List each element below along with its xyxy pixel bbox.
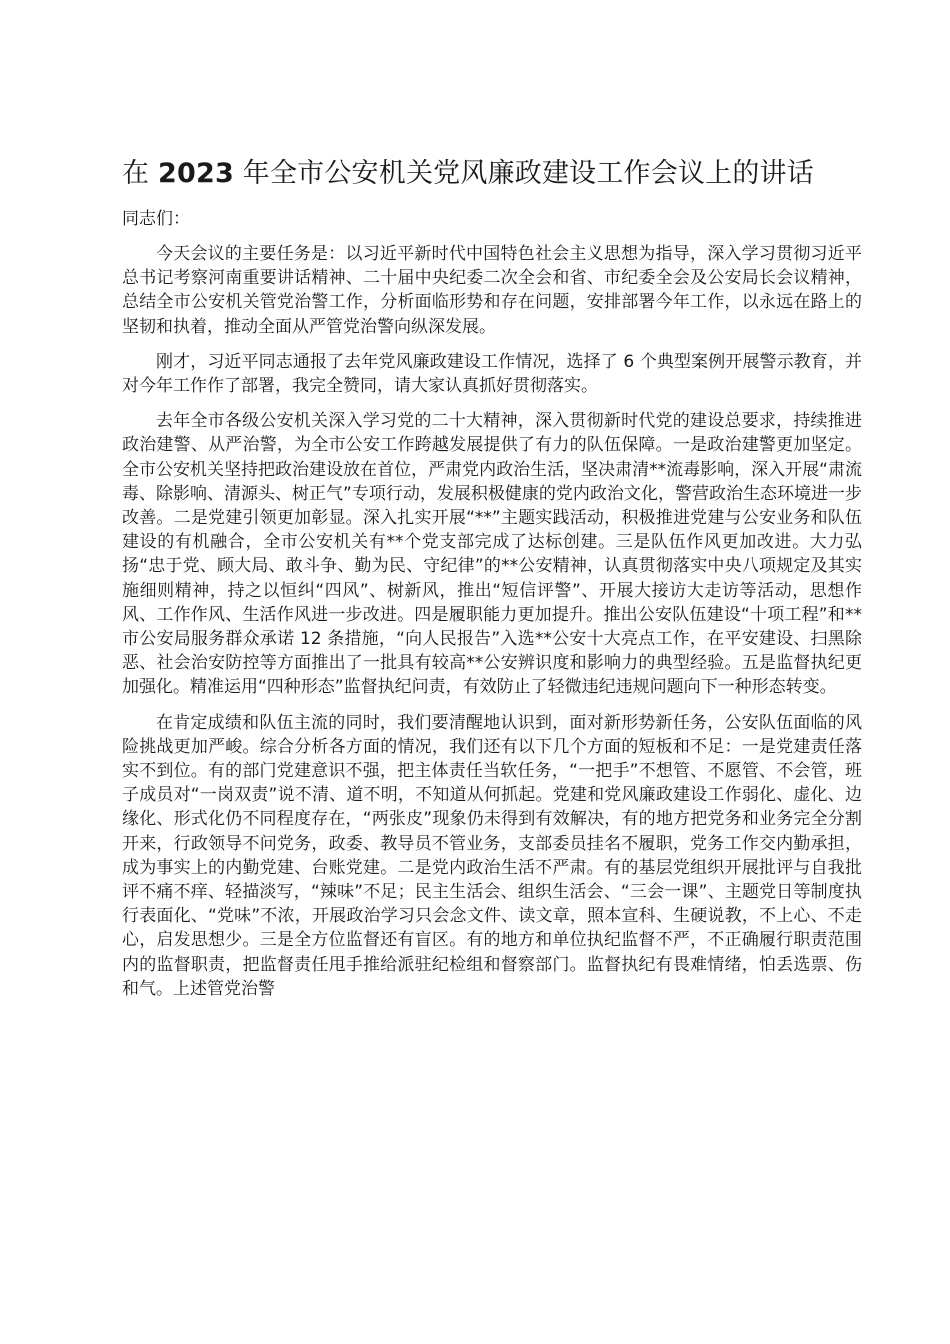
paragraph-3: 去年全市各级公安机关深入学习党的二十大精神，深入贯彻新时代党的建设总要求，持续推进政治建警、从严治警，为全市公安工作跨越发展提供了有力的队伍保障。一是政治建警更加坚定。全市公安机关坚持把政治建设放在首位，严肃党内政治生活，坚决肃清**流毒影响，深入开展“肃流毒、除影响、清源头、树正气”专项行动，发展积极健康的党内政治文化，警营政治生态环境进一步改善。二是党建引领更加彰显。深入扎实开展“**”主题实践活动，积极推进党建与公安业务和队伍建设的有机融合，全市公安机关有**个党支部完成了达标创建。三是队伍作风更加改进。大力弘扬“忠于党、顾大局、敢斗争、勤为民、守纪律”的**公安精神，认真贯彻落实中央八项规定及其实施细则精神，持之以恒纠“四风”、树新风，推出“短信评警”、开展大接访大走访等活动，思想作风、工作作风、生活作风进一步改进。四是履职能力更加提升。推出公安队伍建设“十项工程”和**市公安局服务群众承诺 12 条措施，“向人民报告”入选**公安十大亮点工作，在平安建设、扫黑除恶、社会治安防控等方面推出了一批具有较高**公安辨识度和影响力的典型经验。五是监督执纪更加强化。精准运用“四种形态”监督执纪问责，有效防止了轻微违纪违规问题向下一种形态转变。 [122,411,862,698]
title-rest: 年全市公安机关党风廉政建设工作会议上的讲话 [242,158,814,189]
greeting: 同志们： [122,209,190,229]
paragraph-2: 刚才，习近平同志通报了去年党风廉政建设工作情况，选择了 6 个典型案例开展警示教育，并对今年工作作了部署，我完全赞同，请大家认真抓好贯彻落实。 [122,351,862,397]
paragraph-4: 在肯定成绩和队伍主流的同时，我们要清醒地认识到，面对新形势新任务，公安队伍面临的风险挑战更加严峻。综合分析各方面的情况，我们还有以下几个方面的短板和不足：一是党建责任落实不到位。有的部门党建意识不强，把主体责任当软任务，“一把手”不想管、不愿管、不会管，班子成员对“一岗双责”说不清、道不明，不知道从何抓起。党建和党风廉政建设工作弱化、虚化、边缘化、形式化仍不同程度存在，“两张皮”现象仍未得到有效解决，有的地方把党务和业务完全分割开来，行政领导不问党务，政委、教导员不管业务，支部委员挂名不履职，党务工作交内勤承担，成为事实上的内勤党建、台账党建。二是党内政治生活不严肃。有的基层党组织开展批评与自我批评不痛不痒、轻描淡写，“辣味”不足；民主生活会、组织生活会、“三会一课”、主题党日等制度执行表面化、“党味”不浓，开展政治学习只会念文件、读文章，照本宣科、生硬说教，不上心、不走心，启发思想少。三是全方位监督还有盲区。有的地方和单位执纪监督不严，不正确履行职责范围内的监督职责，把监督责任甩手推给派驻纪检组和督察部门。监督执纪有畏难情绪，怕丢选票、伤和气。上述管党治警 [122,712,862,999]
document-page [122,150,862,1012]
title-prefix: 在 [122,158,150,189]
document-title [122,150,862,197]
paragraph-1: 今天会议的主要任务是：以习近平新时代中国特色社会主义思想为指导，深入学习贯彻习近平总书记考察河南重要讲话精神、二十届中央纪委二次全会和省、市纪委全会及公安局长会议精神，总结全市公安机关管党治警工作，分析面临形势和存在问题，安排部署今年工作，以永远在路上的坚韧和执着，推动全面从严管党治警向纵深发展。 [122,244,862,337]
title-year: 2023 [158,158,234,189]
